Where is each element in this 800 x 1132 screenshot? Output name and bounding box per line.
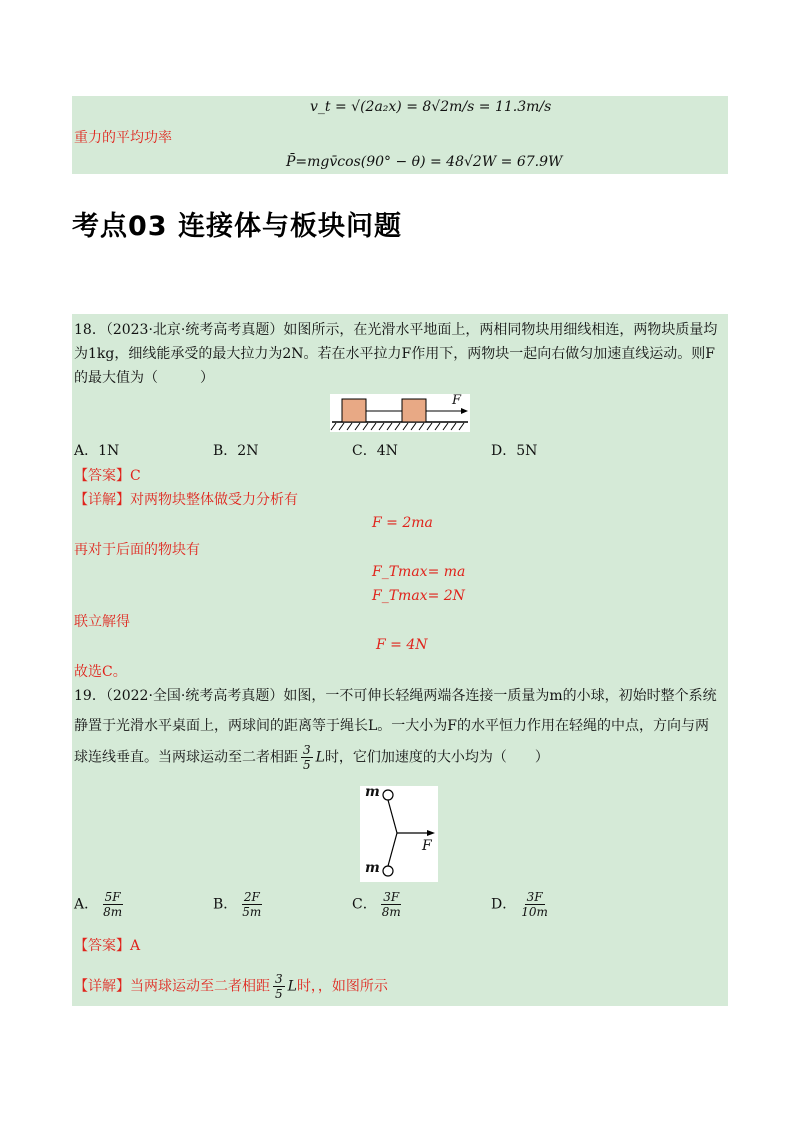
q19-option-d: D． $\frac{3F}{10m}$ bbox=[491, 890, 548, 919]
equation-average-power: P̄=mgv̄cos(90° − θ) = 48√2W = 67.9W bbox=[286, 154, 563, 170]
q19-line3-end: 时，它们加速度的大小均为（ ） bbox=[324, 749, 549, 766]
q18-line2: 为1kg，细线能承受的最大拉力为2N。若在水平拉力F作用下，两物块一起向右做匀加速直线运动。则F bbox=[74, 346, 715, 362]
q19-figure bbox=[360, 786, 438, 882]
q18-figure bbox=[330, 394, 470, 432]
q19-option-c: C． $\frac{3F}{8m}$ bbox=[352, 890, 401, 919]
section-title: 考点03 连接体与板块问题 bbox=[72, 211, 402, 242]
q18-eq-total: F = 2ma bbox=[372, 515, 433, 531]
q19-distance-var: L bbox=[315, 749, 325, 766]
q18-text-solve: 联立解得 bbox=[74, 614, 130, 630]
label-average-power: 重力的平均功率 bbox=[74, 130, 172, 146]
q18-line3: 的最大值为（ ） bbox=[74, 370, 214, 386]
q19-line3 bbox=[74, 743, 549, 772]
q18-option-a: A．1N bbox=[74, 443, 120, 459]
q19-line1: 19．（2022·全国·统考高考真题）如图，一不可伸长轻绳两端各连接一质量为m的小球，初始时整个系统 bbox=[74, 688, 717, 704]
q19-answer: 【答案】A bbox=[74, 938, 141, 954]
q19-distance-fraction: $\frac{3}{5}$ bbox=[303, 743, 311, 772]
q18-eq-result: F = 4N bbox=[376, 637, 428, 653]
q19-mass-top-label: m bbox=[365, 784, 380, 800]
q19-mass-bottom-label: m bbox=[365, 860, 380, 876]
q18-answer: 【答案】C bbox=[74, 468, 141, 484]
q19-option-a: A． $\frac{5F}{8m}$ bbox=[74, 890, 123, 919]
equation-velocity: v_t = √(2a₂x) = 8√2m/s = 11.3m/s bbox=[310, 99, 552, 115]
q18-line1: 18．（2023·北京·统考高考真题）如图所示，在光滑水平地面上，两相同物块用细线相连，两物块质量均 bbox=[74, 322, 718, 338]
q18-eq-tension-2n: F_Tmax= 2N bbox=[372, 588, 465, 604]
q18-detail-intro: 【详解】对两物块整体做受力分析有 bbox=[74, 492, 298, 508]
q18-force-label: F bbox=[452, 393, 462, 408]
q19-option-b: B． $\frac{2F}{5m}$ bbox=[213, 890, 262, 919]
q19-line2: 静置于光滑水平桌面上，两球间的距离等于绳长L。一大小为F的水平恒力作用在轻绳的中点，方向与两 bbox=[74, 718, 710, 734]
q19-detail: 【详解】当两球运动至二者相距 $\frac{3}{5}$ L时，，如图所示 bbox=[74, 972, 388, 1001]
q19-line3-start: 球连线垂直。当两球运动至二者相距 bbox=[74, 749, 298, 766]
q18-text-rear-block: 再对于后面的物块有 bbox=[74, 542, 200, 558]
q18-eq-tension-ma: F_Tmax= ma bbox=[372, 564, 466, 580]
q18-conclusion: 故选C。 bbox=[74, 664, 127, 680]
q18-option-c: C．4N bbox=[352, 443, 398, 459]
q18-option-d: D．5N bbox=[491, 443, 538, 459]
q18-option-b: B．2N bbox=[213, 443, 259, 459]
q19-force-label: F bbox=[422, 838, 432, 854]
